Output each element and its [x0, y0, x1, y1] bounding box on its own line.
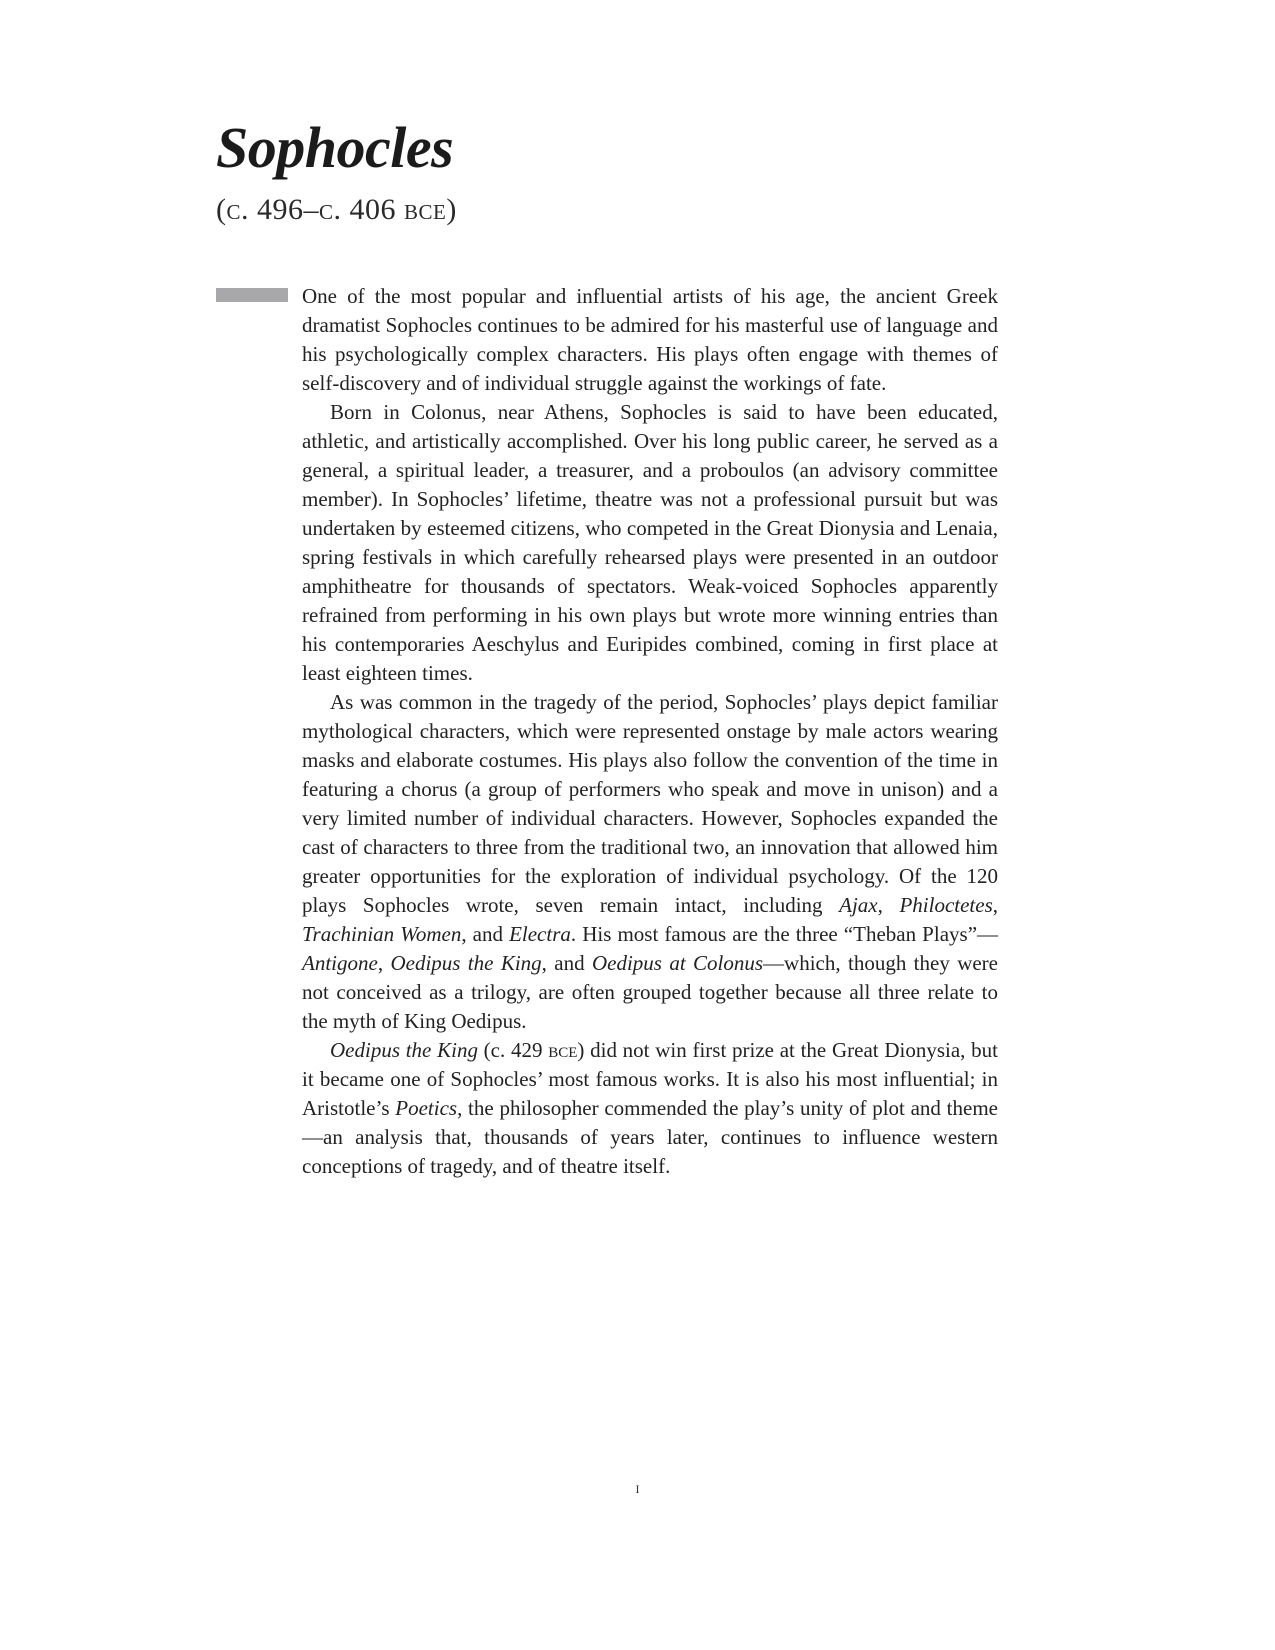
- paragraph-3: [302, 688, 998, 1036]
- dates-era: bce: [404, 193, 447, 226]
- paragraph-4-text: ) did not win first prize at the Great Dionysia, but it became one of Sophocles’ most famous works. It is also his most influential; in Aristotle’s: [302, 1038, 998, 1120]
- paragraph-3-text: ,: [992, 893, 999, 917]
- page-title: Sophocles: [216, 115, 454, 180]
- body-text: [302, 282, 998, 1181]
- dates-death-year: 406: [341, 193, 405, 226]
- paragraph-4: [302, 1036, 998, 1181]
- era-abbreviation: bce: [548, 1038, 578, 1062]
- paragraph-3-text: ,: [877, 893, 900, 917]
- paragraph-4-text: , the philosopher commended the play’s unity of plot and theme—an analysis that, thousands of years later, continues to influence western conceptions of tragedy, and of theatre itself.: [302, 1096, 998, 1178]
- paragraph-3-text: —which, though they were not conceived as a trilogy, are often grouped together because all three relate to the myth of King Oedipus.: [302, 951, 998, 1033]
- paragraph-3-text: . His most famous are the three “Theban Plays”—: [570, 922, 999, 946]
- life-dates: [216, 190, 457, 230]
- title-trachinian-women: Trachinian Women: [302, 922, 462, 946]
- paragraph-2: Born in Colonus, near Athens, Sophocles is said to have been educated, athletic, and artistically accomplished. Over his long public career, he served as a general, a spiritual leader, a treasurer, and a proboulos (an advisory committee member). In Sophocles’ lifetime, theatre was not a professional pursuit but was undertaken by esteemed citizens, who competed in the Great Dionysia and Lenaia, spring festivals in which carefully rehearsed plays were presented in an outdoor amphitheatre for thousands of spectators. Weak-voiced Sophocles apparently refrained from performing in his own plays but wrote more winning entries than his contemporaries Aeschylus and Euripides combined, coming in first place at least eighteen times.: [302, 400, 998, 685]
- title-oedipus-at-colonus: Oedipus at Colonus: [591, 951, 764, 975]
- dates-circa-1: c.: [226, 193, 250, 226]
- dates-birth-year: 496–: [249, 193, 320, 226]
- title-ajax: Ajax: [839, 893, 878, 917]
- dates-open-paren: (: [216, 193, 227, 226]
- title-electra: Electra: [509, 922, 571, 946]
- title-philoctetes: Philoctetes: [899, 893, 993, 917]
- title-oedipus-the-king: Oedipus the King: [390, 951, 542, 975]
- title-oedipus-the-king: Oedipus the King: [330, 1038, 478, 1062]
- dates-circa-2: c.: [319, 193, 342, 226]
- paragraph-3-text: ,: [377, 951, 391, 975]
- paragraph-1: One of the most popular and influential artists of his age, the ancient Greek dramatist Sophocles continues to be admired for his masterful use of language and his psychologically complex characters. His plays often engage with themes of self-discovery and of individual struggle against the workings of fate.: [302, 284, 998, 395]
- paragraph-3-text: , and: [541, 951, 592, 975]
- dates-close-paren: ): [446, 193, 457, 226]
- paragraph-3-text: As was common in the tragedy of the period, Sophocles’ plays depict familiar mythological characters, which were represented onstage by male actors wearing masks and elaborate costumes. His plays also follow the convention of the time in featuring a chorus (a group of performers who speak and move in unison) and a very limited number of individual characters. However, Sophocles expanded the cast of characters to three from the traditional two, an innovation that allowed him greater opportunities for the exploration of individual psychology. Of the 120 plays Sophocles wrote, seven remain intact, including: [302, 690, 998, 917]
- title-antigone: Antigone: [302, 951, 378, 975]
- page-number: i: [635, 1478, 640, 1497]
- paragraph-4-text: (c. 429: [477, 1038, 549, 1062]
- title-poetics: Poetics: [395, 1096, 458, 1120]
- paragraph-3-text: , and: [461, 922, 510, 946]
- section-marker-bar: [216, 288, 288, 302]
